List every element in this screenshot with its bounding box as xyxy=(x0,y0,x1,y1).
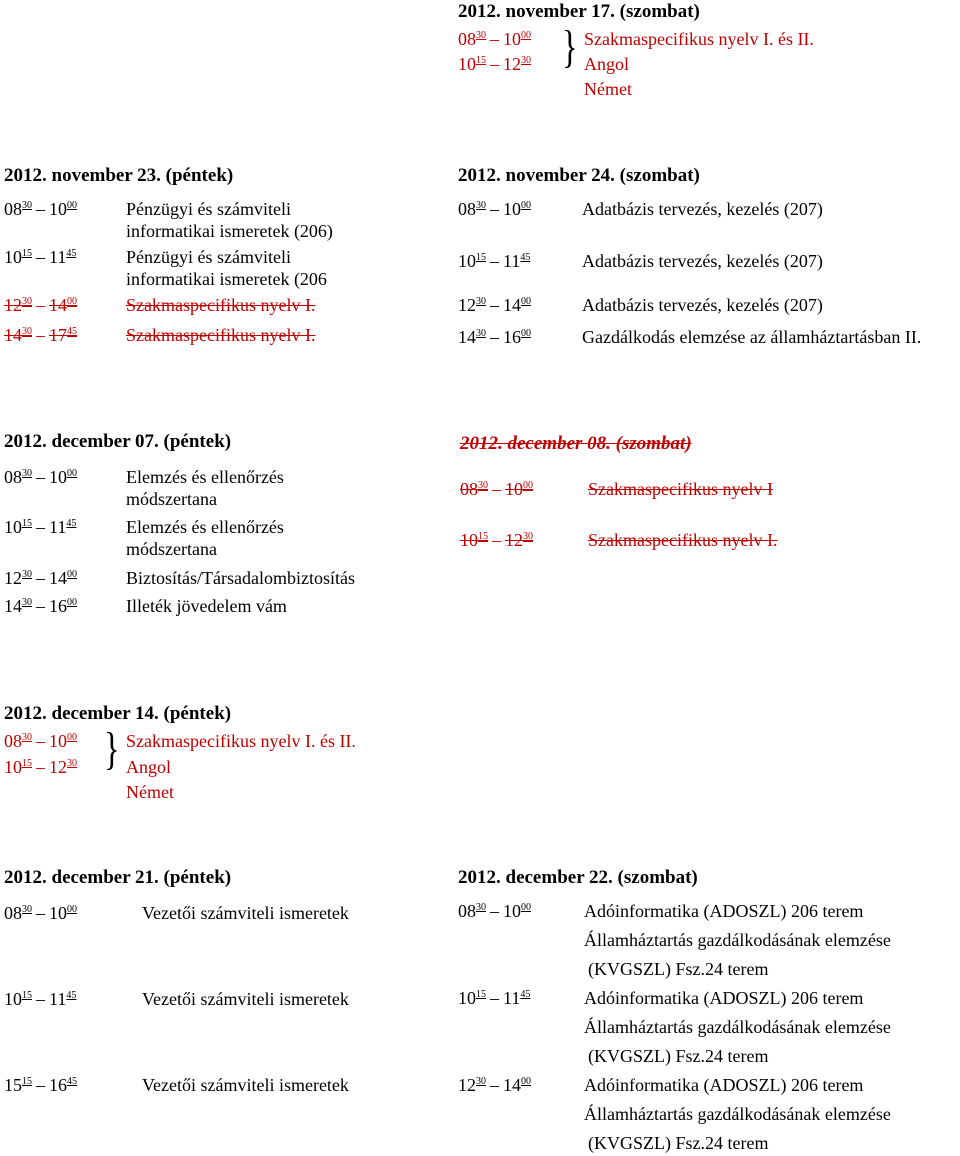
subject-line2: módszertana xyxy=(126,539,217,559)
subject: Adatbázis tervezés, kezelés (207) xyxy=(582,251,823,271)
time-range: $08^{30} - 10^{00}$ xyxy=(4,731,77,751)
time-range: $14^{30} - 16^{00}$ xyxy=(458,327,531,347)
day-title: 2012. december 08. (szombat) xyxy=(460,433,692,454)
subject-line2: informatikai ismeretek (206) xyxy=(126,221,333,241)
subject: Angol xyxy=(126,757,171,777)
subject: Szakmaspecifikus nyelv I. és II. xyxy=(584,29,814,49)
time-range: $10^{15} - 12^{30}$ xyxy=(460,530,533,550)
schedule-dec22 xyxy=(458,866,958,1156)
day-title: 2012. december 14. (péntek) xyxy=(4,703,232,724)
day-title: 2012. december 07. (péntek) xyxy=(4,431,232,452)
subject: Szakmaspecifikus nyelv I. és II. xyxy=(126,731,356,751)
schedule-nov23 xyxy=(4,164,434,354)
schedule-dec08 xyxy=(460,432,950,562)
subject: Angol xyxy=(584,54,629,74)
subject: Szakmaspecifikus nyelv I xyxy=(588,479,773,499)
time-range: $08^{30} - 10^{00}$ xyxy=(4,467,77,487)
subject-line3: (KVGSZL) Fsz.24 terem xyxy=(588,1046,769,1066)
day-title: 2012. december 21. (péntek) xyxy=(4,867,232,888)
subject: Biztosítás/Társadalombiztosítás xyxy=(126,568,355,588)
day-title: 2012. december 22. (szombat) xyxy=(458,867,698,888)
day-title: 2012. november 17. (szombat) xyxy=(458,1,700,22)
time-range: $08^{30} - 10^{00}$ xyxy=(458,901,531,921)
time-range: $08^{30} - 10^{00}$ xyxy=(460,479,533,499)
schedule-nov24 xyxy=(458,164,958,354)
subject: Szakmaspecifikus nyelv I. xyxy=(126,325,316,345)
schedule-dec21 xyxy=(4,866,444,1106)
subject-line3: (KVGSZL) Fsz.24 terem xyxy=(588,959,769,979)
day-title: 2012. november 24. (szombat) xyxy=(458,165,700,186)
time-range: $08^{30} - 10^{00}$ xyxy=(458,29,531,49)
subject: Gazdálkodás elemzése az államháztartásban II. xyxy=(582,327,922,347)
day-title: 2012. november 23. (péntek) xyxy=(4,165,234,186)
time-range: $10^{15} - 11^{45}$ xyxy=(4,989,77,1009)
time-range: $10^{15} - 11^{45}$ xyxy=(4,517,77,537)
subject-line2: módszertana xyxy=(126,489,217,509)
time-range: $12^{30} - 14^{00}$ xyxy=(458,1075,531,1095)
subject: Adatbázis tervezés, kezelés (207) xyxy=(582,295,823,315)
subject: Adatbázis tervezés, kezelés (207) xyxy=(582,199,823,219)
subject-line2: informatikai ismeretek (206 xyxy=(126,269,327,289)
curly-brace-icon: } xyxy=(562,21,578,72)
time-range: $08^{30} - 10^{00}$ xyxy=(4,903,77,923)
subject: Vezetői számviteli ismeretek xyxy=(142,903,349,923)
time-range: $08^{30} - 10^{00}$ xyxy=(458,199,531,219)
subject-line2: Államháztartás gazdálkodásának elemzése xyxy=(584,930,891,950)
subject-line3: (KVGSZL) Fsz.24 terem xyxy=(588,1133,769,1153)
subject: Pénzügyi és számviteli xyxy=(126,247,291,267)
time-range: $12^{30} - 14^{00}$ xyxy=(4,568,77,588)
curly-brace-icon: } xyxy=(104,723,120,774)
schedule-dec07 xyxy=(4,430,434,620)
subject-line2: Államháztartás gazdálkodásának elemzése xyxy=(584,1017,891,1037)
subject-line2: Államháztartás gazdálkodásának elemzése xyxy=(584,1104,891,1124)
subject: Német xyxy=(584,79,632,99)
subject: Szakmaspecifikus nyelv I. xyxy=(588,530,778,550)
time-range: $08^{30} - 10^{00}$ xyxy=(4,199,77,219)
time-range: $12^{30} - 14^{00}$ xyxy=(4,295,77,315)
time-range: $14^{30} - 17^{45}$ xyxy=(4,325,77,345)
time-range: $10^{15} - 12^{30}$ xyxy=(458,54,531,74)
subject: Elemzés és ellenőrzés xyxy=(126,467,284,487)
schedule-dec14 xyxy=(4,702,434,812)
subject: Adóinformatika (ADOSZL) 206 terem xyxy=(584,901,864,921)
time-range: $14^{30} - 16^{00}$ xyxy=(4,596,77,616)
time-range: $12^{30} - 14^{00}$ xyxy=(458,295,531,315)
subject: Adóinformatika (ADOSZL) 206 terem xyxy=(584,1075,864,1095)
time-range: $10^{15} - 11^{45}$ xyxy=(4,247,77,267)
subject: Illeték jövedelem vám xyxy=(126,596,287,616)
time-range: $10^{15} - 12^{30}$ xyxy=(4,757,77,777)
time-range: $10^{15} - 11^{45}$ xyxy=(458,251,531,271)
subject: Szakmaspecifikus nyelv I. xyxy=(126,295,316,315)
subject: Elemzés és ellenőrzés xyxy=(126,517,284,537)
schedule-nov17 xyxy=(458,0,814,99)
time-range: $15^{15} - 16^{45}$ xyxy=(4,1075,77,1095)
subject: Adóinformatika (ADOSZL) 206 terem xyxy=(584,988,864,1008)
subject: Vezetői számviteli ismeretek xyxy=(142,989,349,1009)
subject: Vezetői számviteli ismeretek xyxy=(142,1075,349,1095)
subject: Pénzügyi és számviteli xyxy=(126,199,291,219)
time-range: $10^{15} - 11^{45}$ xyxy=(458,988,531,1008)
subject: Német xyxy=(126,782,174,802)
